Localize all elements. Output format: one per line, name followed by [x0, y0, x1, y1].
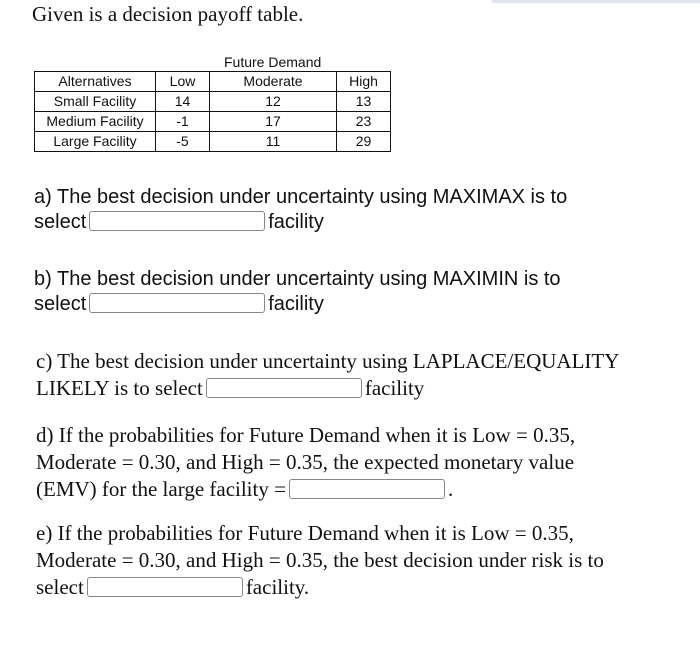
cell-moderate: 11	[210, 132, 337, 152]
cell-high: 29	[337, 132, 391, 152]
question-c-text: c) The best decision under uncertainty using LAPLACE/EQUALITY	[36, 349, 620, 373]
header-moderate: Moderate	[210, 72, 337, 92]
header-alternatives: Alternatives	[35, 72, 156, 92]
question-b-suffix: facility	[268, 293, 324, 315]
header-high: High	[337, 72, 391, 92]
intro-text: Given is a decision payoff table.	[32, 2, 304, 26]
question-a	[34, 185, 567, 235]
question-e-text-2: Moderate = 0.30, and High = 0.35, the best decision under risk is to	[36, 548, 604, 572]
question-d-prefix: (EMV) for the large facility =	[36, 477, 286, 501]
question-d-suffix: .	[447, 477, 454, 501]
question-c-suffix: facility	[364, 376, 425, 400]
cell-high: 13	[337, 92, 391, 112]
row-label: Large Facility	[35, 132, 156, 152]
question-b-prefix: select	[34, 293, 87, 315]
answer-b-input[interactable]	[89, 293, 265, 313]
question-a-text: a) The best decision under uncertainty using MAXIMAX is to	[34, 186, 568, 208]
table-row	[35, 132, 391, 152]
cell-low: -1	[156, 112, 210, 132]
table-row	[35, 92, 391, 112]
answer-e-input[interactable]	[87, 577, 243, 597]
header-low: Low	[156, 72, 210, 92]
question-e-prefix: select	[36, 575, 84, 599]
question-b	[34, 267, 561, 317]
question-b-text: b) The best decision under uncertainty using MAXIMIN is to	[34, 268, 561, 290]
payoff-table	[34, 71, 391, 152]
answer-d-input[interactable]	[289, 479, 445, 499]
question-a-suffix: facility	[268, 211, 324, 233]
cell-low: 14	[156, 92, 210, 112]
row-label: Small Facility	[35, 92, 156, 112]
cell-moderate: 12	[210, 92, 337, 112]
question-d	[36, 422, 575, 503]
question-a-prefix: select	[34, 211, 87, 233]
row-label: Medium Facility	[35, 112, 156, 132]
question-e	[36, 520, 604, 601]
cell-high: 23	[337, 112, 391, 132]
cell-low: -5	[156, 132, 210, 152]
answer-c-input[interactable]	[206, 378, 362, 398]
table-header-row	[35, 72, 391, 92]
question-c	[36, 348, 619, 402]
table-row	[35, 112, 391, 132]
question-e-suffix: facility.	[245, 575, 310, 599]
question-c-prefix: LIKELY is to select	[36, 376, 203, 400]
answer-a-input[interactable]	[89, 211, 265, 231]
question-d-text-1: d) If the probabilities for Future Demand when it is Low = 0.35,	[36, 423, 576, 447]
question-e-text-1: e) If the probabilities for Future Demand when it is Low = 0.35,	[36, 521, 574, 545]
question-d-text-2: Moderate = 0.30, and High = 0.35, the expected monetary value	[36, 450, 575, 474]
top-divider	[492, 0, 700, 3]
future-demand-header: Future Demand	[224, 54, 322, 70]
cell-moderate: 17	[210, 112, 337, 132]
